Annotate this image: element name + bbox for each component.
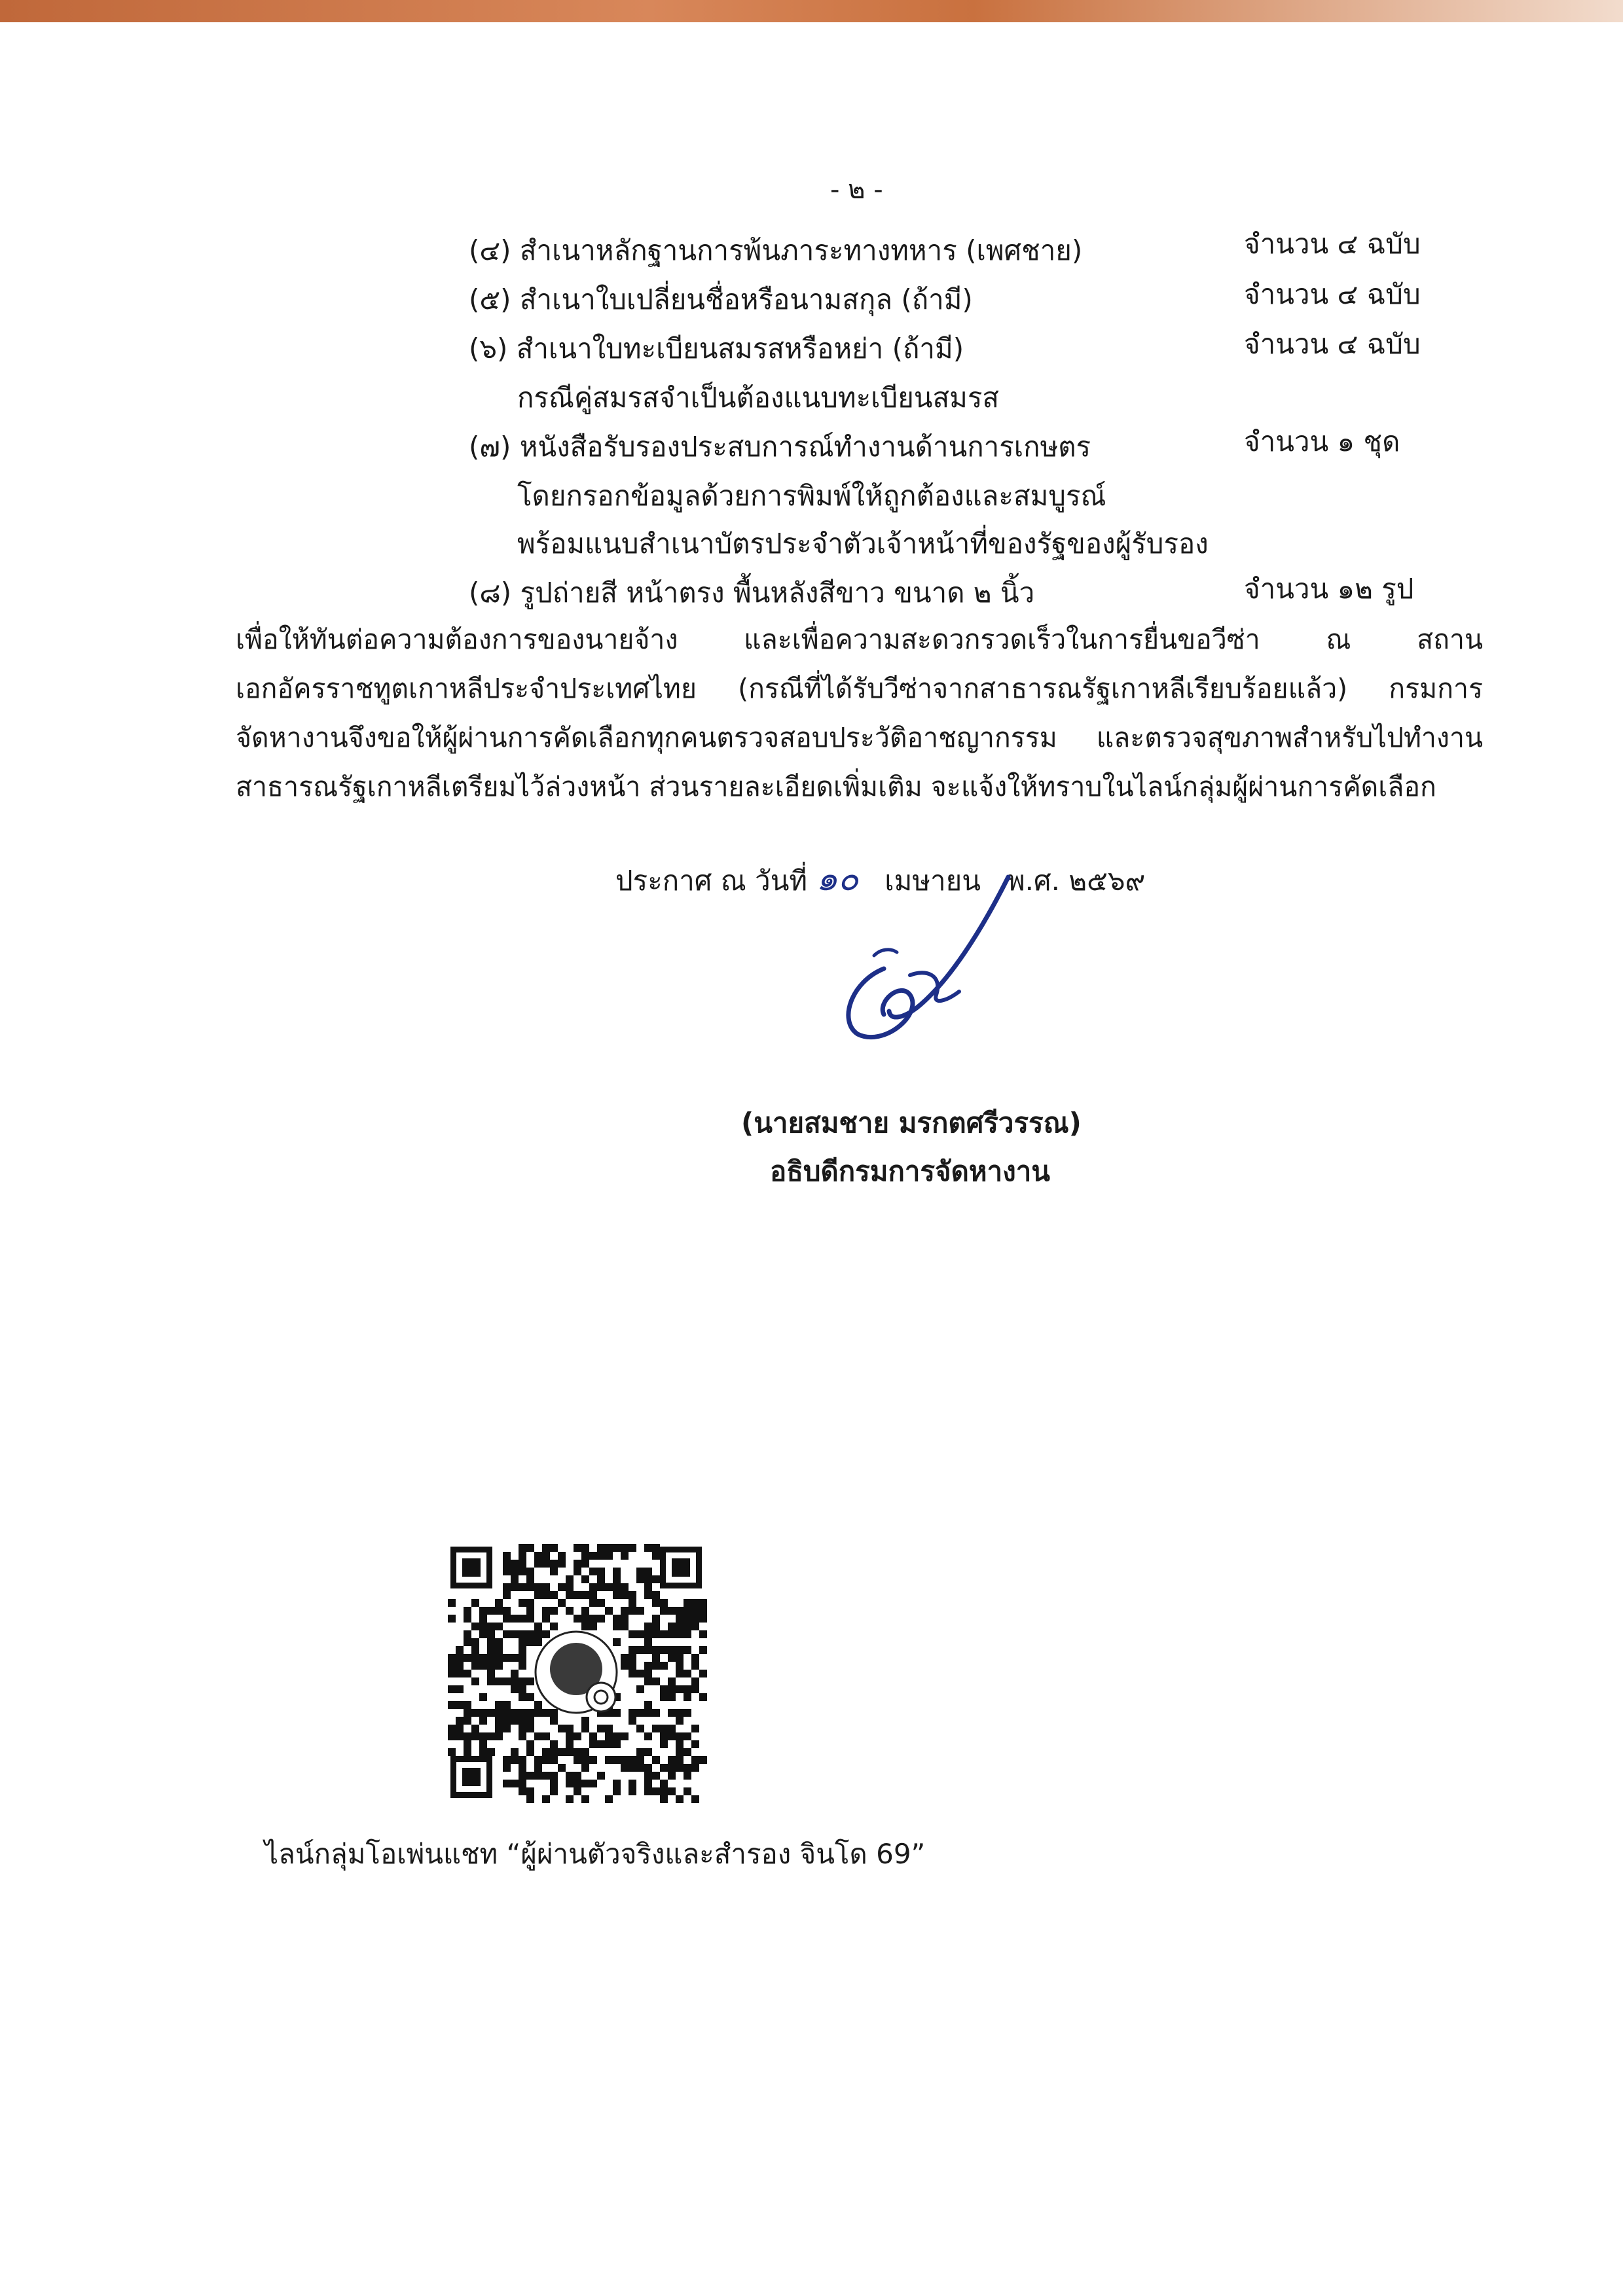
- signature-image: [812, 870, 1048, 1060]
- announcement-year-prefix: พ.ศ.: [1006, 865, 1061, 897]
- list-item: (๗) หนังสือรับรองประสบการณ์ทำงานด้านการเกษตร: [469, 431, 1091, 463]
- list-item-note: โดยกรอกข้อมูลด้วยการพิมพ์ให้ถูกต้องและสมบูรณ์: [517, 480, 1106, 512]
- header-band: [0, 0, 1623, 22]
- body-paragraph: เพื่อให้ทันต่อความต้องการของนายจ้าง และเพื่อความสะดวกรวดเร็วในการยื่นขอวีซ่า ณ สถานเอกอัครราชทูตเกาหลีประจำประเทศไทย (กรณีที่ได้รับวีซ่าจากสาธารณรัฐเกาหลีเรียบร้อยแล้ว) กรมการจัดหางานจึงขอให้ผู้ผ่านการคัดเลือกทุกคนตรวจสอบประวัติอาชญากรรม และตรวจสุขภาพสำหรับไปทำงานสาธารณรัฐเกาหลีเตรียมไว้ล่วงหน้า ส่วนรายละเอียดเพิ่มเติม จะแจ้งให้ทราบในไลน์กลุ่มผู้ผ่านการคัดเลือก: [236, 624, 1483, 802]
- announcement-prefix: ประกาศ ณ วันที่: [615, 865, 808, 897]
- list-item: (๔) สำเนาหลักฐานการพ้นภาระทางทหาร (เพศชาย): [469, 234, 1083, 266]
- list-item: (๖) สำเนาใบทะเบียนสมรสหรือหย่า (ถ้ามี): [469, 332, 964, 365]
- list-item: (๘) รูปถ่ายสี หน้าตรง พื้นหลังสีขาว ขนาด ๒ นิ้ว: [469, 577, 1035, 609]
- list-item-quantity: จำนวน ๔ ฉบับ: [1244, 228, 1421, 260]
- list-item-quantity: จำนวน ๔ ฉบับ: [1244, 278, 1421, 310]
- qr-caption: ไลน์กลุ่มโอเพ่นแชท “ผู้ผ่านตัวจริงและสำรอง จินโด 69”: [264, 1838, 926, 1870]
- signer-name: (นายสมชาย มรกตศรีวรรณ): [741, 1107, 1082, 1139]
- qr-code-image: [445, 1541, 707, 1803]
- list-item-quantity: จำนวน ๑ ชุด: [1244, 425, 1400, 457]
- announcement-month: เมษายน: [884, 865, 981, 897]
- signer-title: อธิบดีกรมการจัดหางาน: [770, 1155, 1050, 1187]
- announcement-year: ๒๕๖๙: [1068, 865, 1146, 897]
- list-item-note: กรณีคู่สมรสจำเป็นต้องแนบทะเบียนสมรส: [517, 382, 1000, 414]
- list-item-quantity: จำนวน ๑๒ รูป: [1244, 573, 1414, 605]
- announcement-day: ๑๐: [816, 859, 859, 899]
- list-item: (๕) สำเนาใบเปลี่ยนชื่อหรือนามสกุล (ถ้ามี): [469, 283, 973, 315]
- list-item-quantity: จำนวน ๔ ฉบับ: [1244, 328, 1421, 360]
- page-number: - ๒ -: [830, 175, 883, 205]
- list-item-note: พร้อมแนบสำเนาบัตรประจำตัวเจ้าหน้าที่ของรัฐของผู้รับรอง: [517, 528, 1209, 560]
